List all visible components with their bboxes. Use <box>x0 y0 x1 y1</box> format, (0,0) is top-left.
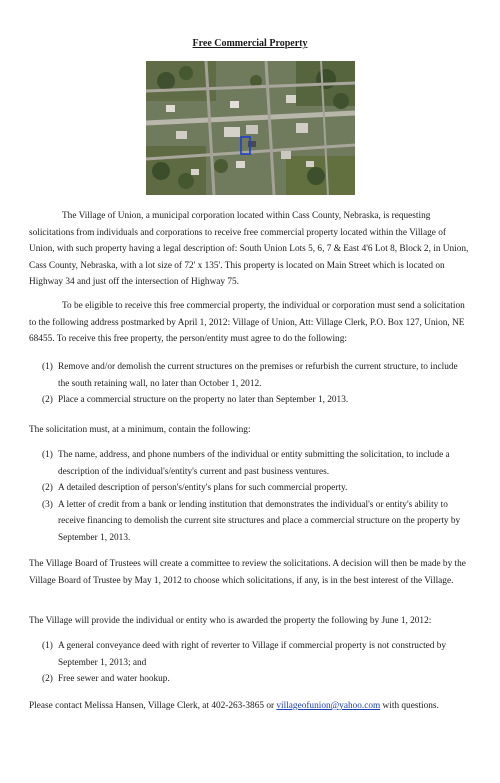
solicitation-intro: The solicitation must, at a minimum, contain the following: <box>29 425 251 435</box>
list-item: (2) Place a commercial structure on the property no later than September 1, 2013. <box>42 395 349 405</box>
email-link[interactable]: villageofunion@yahoo.com <box>276 701 381 711</box>
page-title: Free Commercial Property <box>192 38 308 49</box>
provisions-list <box>29 638 469 688</box>
contact-paragraph: Please contact Melissa Hansen, Village Clerk, at 402-263-3865 or villageofunion@yahoo.com with questions. <box>29 701 439 711</box>
list-item: (1) Remove and/or demolish the current structures on the premises or refurbish the current structure, to include the south retaining wall, no later than October 1, 2012. <box>42 362 458 389</box>
list-item: (1) A general conveyance deed with right of reverter to Village if commercial property is not constructed by September 1, 2013; and <box>42 641 447 668</box>
eligibility-paragraph: To be eligible to receive this free commercial property, the individual or corporation must send a solicitation to the following address postmarked by April 1, 2012: Village of Union, Att: Village Clerk, P.O. Box 127, Union, NE 68455. To receive this free property, the person/entity must agree to do the following: <box>29 301 465 344</box>
requirements-list <box>29 359 469 409</box>
solicitation-contents-list <box>29 447 469 546</box>
provide-intro: The Village will provide the individual or entity who is awarded the property the following by June 1, 2012: <box>29 616 432 626</box>
list-item: (3) A letter of credit from a bank or lending institution that demonstrates the individual's or entity's ability to receive financing to demolish the current site structures and place a commercial structure on the property by September 1, 2013. <box>42 499 461 543</box>
list-item: (2) A detailed description of person's/entity's plans for such commercial property. <box>42 483 348 493</box>
list-item: (2) Free sewer and water hookup. <box>42 674 170 684</box>
board-paragraph: The Village Board of Trustees will create a committee to review the solicitations. A decision will then be made by the Village Board of Trustee by May 1, 2012 to choose which solicitations, if any, is in the best interest of the Village. <box>29 559 466 586</box>
intro-paragraph: The Village of Union, a municipal corporation located within Cass County, Nebraska, is requesting solicitations from individuals and corporations to receive free commercial property located within the Village of Union, with such property having a legal description of: South Union Lots 5, 6, 7 & East 4'6 Lot 8, Block 2, in Union, Cass County, Nebraska, with a lot size of 72' x 135'. This property is located on Main Street which is located on Highway 34 and just off the intersection of Highway 75. <box>29 211 469 287</box>
list-item: (1) The name, address, and phone numbers of the individual or entity submitting the solicitation, to include a description of the individual's/entity's current and past business ventures. <box>42 450 450 477</box>
aerial-photo <box>146 61 355 195</box>
